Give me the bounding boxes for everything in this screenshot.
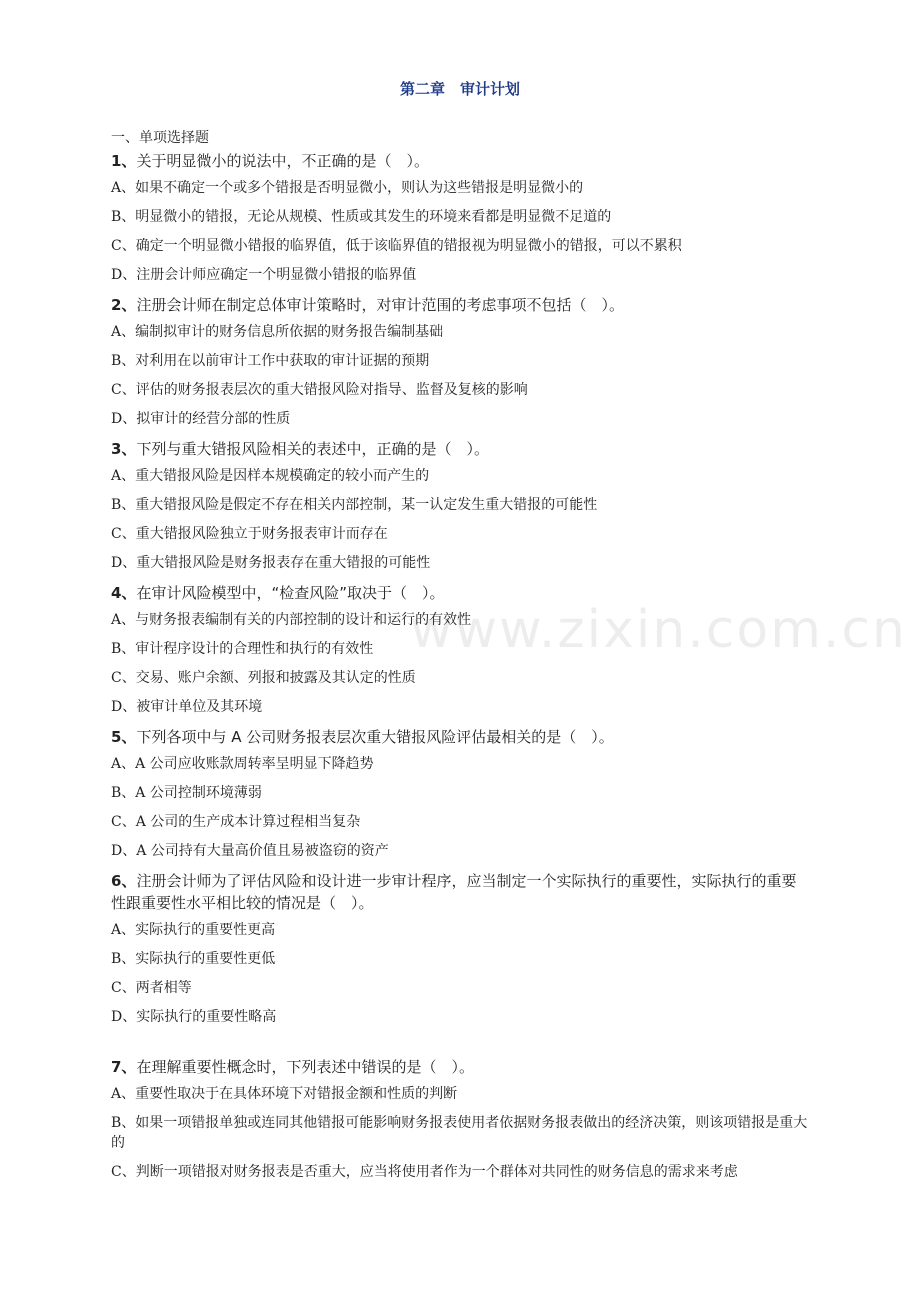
option-b: B、对利用在以前审计工作中获取的审计证据的预期: [111, 353, 430, 369]
option-c: C、交易、账户余额、列报和披露及其认定的性质: [111, 670, 416, 686]
question-2: [111, 294, 811, 316]
option-c: C、确定一个明显微小错报的临界值，低于该临界值的错报视为明显微小的错报，可以不累积: [111, 238, 682, 254]
option-b: B、如果一项错报单独或连同其他错报可能影响财务报表使用者依据财务报表做出的经济决策，则该项错报是重大的: [111, 1115, 808, 1151]
option-a: A、如果不确定一个或多个错报是否明显微小，则认为这些错报是明显微小的: [111, 180, 584, 196]
option-b: B、审计程序设计的合理性和执行的有效性: [111, 641, 374, 657]
option-c: C、重大错报风险独立于财务报表审计而存在: [111, 526, 388, 542]
option-d: D、重大错报风险是财务报表存在重大错报的可能性: [111, 555, 431, 571]
option-d: D、A 公司持有大量高价值且易被盗窃的资产: [111, 843, 389, 859]
question-text: 注册会计师为了评估风险和设计进一步审计程序，应当制定一个实际执行的重要性，实际执行的重要性跟重要性水平相比较的情况是（ ）。: [111, 872, 797, 912]
question-number: 3、: [111, 440, 137, 458]
question-7: [111, 1056, 811, 1078]
question-number: 4、: [111, 584, 137, 602]
option-b: B、A 公司控制环境薄弱: [111, 785, 262, 801]
option-a: A、与财务报表编制有关的内部控制的设计和运行的有效性: [111, 612, 472, 628]
option-a: A、实际执行的重要性更高: [111, 922, 276, 938]
option-c: C、判断一项错报对财务报表是否重大，应当将使用者作为一个群体对共同性的财务信息的需求来考虑: [111, 1164, 738, 1180]
option-b: B、实际执行的重要性更低: [111, 951, 276, 967]
watermark: www.zixin.com.cn: [410, 600, 907, 660]
question-5: [111, 726, 811, 748]
option-d: D、注册会计师应确定一个明显微小错报的临界值: [111, 267, 417, 283]
question-6: [111, 870, 811, 914]
chapter-title: 第二章 审计计划: [399, 80, 520, 98]
option-b: B、明显微小的错报，无论从规模、性质或其发生的环境来看都是明显微不足道的: [111, 209, 612, 225]
option-d: D、实际执行的重要性略高: [111, 1009, 277, 1025]
option-c: C、A 公司的生产成本计算过程相当复杂: [111, 814, 361, 830]
question-number: 5、: [111, 728, 137, 746]
question-text: 在审计风险模型中，“检查风险”取决于（ ）。: [136, 584, 445, 602]
option-a: A、编制拟审计的财务信息所依据的财务报告编制基础: [111, 324, 444, 340]
option-b: B、重大错报风险是假定不存在相关内部控制，某一认定发生重大错报的可能性: [111, 497, 598, 513]
question-text: 在理解重要性概念时，下列表述中错误的是（ ）。: [136, 1058, 474, 1076]
option-a: A、A 公司应收账款周转率呈明显下降趋势: [111, 756, 374, 772]
option-d: D、拟审计的经营分部的性质: [111, 411, 291, 427]
question-text: 下列各项中与 A 公司财务报表层次重大错报风险评估最相关的是（ ）。: [136, 728, 614, 746]
question-text: 注册会计师在制定总体审计策略时，对审计范围的考虑事项不包括（ ）。: [136, 296, 624, 314]
section-heading: 一、单项选择题: [111, 130, 209, 146]
question-3: [111, 438, 811, 460]
question-number: 1、: [111, 152, 137, 170]
question-number: 6、: [111, 872, 137, 890]
option-c: C、两者相等: [111, 980, 192, 996]
question-list: [111, 128, 811, 1191]
question-number: 7、: [111, 1058, 137, 1076]
question-4: [111, 582, 811, 604]
question-1: [111, 150, 811, 172]
spacer: [111, 1036, 811, 1054]
option-c: C、评估的财务报表层次的重大错报风险对指导、监督及复核的影响: [111, 382, 528, 398]
option-d: D、被审计单位及其环境: [111, 699, 263, 715]
option-a: A、重要性取决于在具体环境下对错报金额和性质的判断: [111, 1086, 458, 1102]
question-text: 关于明显微小的说法中，不正确的是（ ）。: [136, 152, 429, 170]
option-a: A、重大错报风险是因样本规模确定的较小而产生的: [111, 468, 430, 484]
question-number: 2、: [111, 296, 137, 314]
question-text: 下列与重大错报风险相关的表述中，正确的是（ ）。: [136, 440, 489, 458]
